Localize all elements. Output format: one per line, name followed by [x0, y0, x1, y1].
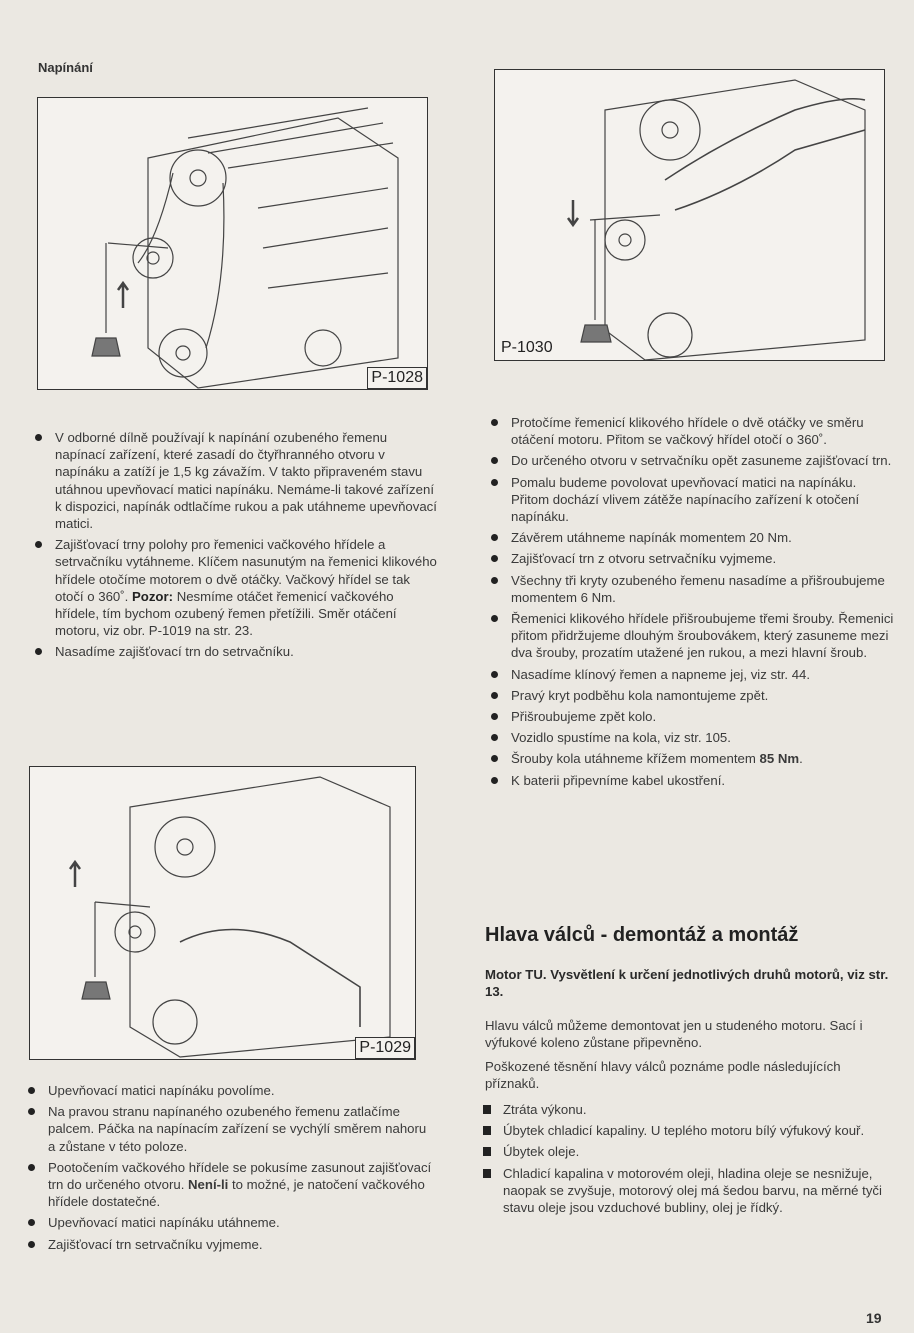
left-bottom-text	[26, 1082, 434, 1257]
list-item: Zajišťovací trn setrvačníku vyjmeme.	[26, 1236, 434, 1253]
section-title: Napínání	[38, 60, 93, 75]
right-text	[489, 414, 897, 793]
page-number: 19	[866, 1310, 882, 1326]
list-item: Šrouby kola utáhneme křížem momentem 85 Nm.	[489, 750, 897, 767]
list-item: Řemenici klikového hřídele přišroubujeme třemi šrouby. Řemenici přitom přidržujeme dlouhým šroubovákem, který zasuneme mezi dva šrouby, prozatím utažené jen rukou, a mezi hlavní šroub.	[489, 610, 897, 662]
list-item: Úbytek oleje.	[481, 1143, 893, 1160]
list-item: Do určeného otvoru v setrvačníku opět zasuneme zajišťovací trn.	[489, 452, 897, 469]
list-item: Na pravou stranu napínaného ozubeného řemenu zatlačíme palcem. Páčka na napínacím zařízení se vychýlí směrem nahoru a zůstane v této poloze.	[26, 1103, 434, 1155]
list-item: K baterii připevníme kabel ukostření.	[489, 772, 897, 789]
list-item: Všechny tři kryty ozubeného řemenu nasadíme a přišroubujeme momentem 6 Nm.	[489, 572, 897, 606]
figure-p1030	[494, 69, 885, 361]
figure-label-p1028: P-1028	[367, 367, 427, 389]
list-item: Ztráta výkonu.	[481, 1101, 893, 1118]
list-item: Úbytek chladicí kapaliny. U teplého motoru bílý výfukový kouř.	[481, 1122, 893, 1139]
list-item: Závěrem utáhneme napínák momentem 20 Nm.	[489, 529, 897, 546]
warning-label: Pozor:	[131, 588, 174, 604]
list-item: Pootočením vačkového hřídele se pokusíme zasunout zajišťovací trn do určeného otvoru. Není-li to možné, je natočení vačkového hřídele dostatečné.	[26, 1159, 434, 1211]
left-top-text	[33, 429, 441, 665]
list-item: Vozidlo spustíme na kola, viz str. 105.	[489, 729, 897, 746]
bold-phrase: Není-li	[188, 1177, 229, 1193]
page-heading: Hlava válců - demontáž a montáž	[485, 924, 799, 946]
list-item: Upevňovací matici napínáku povolíme.	[26, 1082, 434, 1099]
figure-label-p1029: P-1029	[355, 1037, 415, 1059]
subheading: Motor TU. Vysvětlení k určení jednotlivých druhů motorů, viz str. 13.	[485, 967, 889, 999]
figure-p1029	[29, 766, 416, 1060]
engine-illustration	[38, 98, 427, 389]
engine-thumb-illustration	[30, 767, 415, 1059]
list-item: Pomalu budeme povolovat upevňovací matici na napínáku. Přitom dochází vlivem zátěže napínacího zařízení k otočení napínáku.	[489, 474, 897, 526]
list-item: Chladicí kapalina v motorovém oleji, hladina oleje se nesnižuje, naopak se zvyšuje, motorový olej má šedou barvu, na měrné tyči stavu oleje jsou vzduchové bubliny, olej je řídký.	[481, 1165, 893, 1217]
list-item: Protočíme řemenicí klikového hřídele o dvě otáčky ve směru otáčení motoru. Přitom se vačkový hřídel otočí o 360˚.	[489, 414, 897, 448]
torque-value: 85 Nm	[759, 751, 800, 767]
list-item: Pravý kryt podběhu kola namontujeme zpět.	[489, 687, 897, 704]
list-item: Zajišťovací trny polohy pro řemenici vačkového hřídele a setrvačníku vytáhneme. Klíčem nasunutým na řemenici klikového hřídele otočíme motorem o dvě otáčky. Vačkový hřídel se tak otočí o 360˚. Pozor: Nesmíme otáčet řemenicí vačkového hřídele, tím bychom ozubený řemen přetížili. Směr otáčení motoru, viz obr. P-1019 na str. 23.	[33, 536, 441, 639]
list-item: Zajišťovací trn z otvoru setrvačníku vyjmeme.	[489, 550, 897, 567]
list-item: Přišroubujeme zpět kolo.	[489, 708, 897, 725]
paragraph-1: Hlavu válců můžeme demontovat jen u studeného motoru. Sací i výfukové koleno zůstane připevněno.	[485, 1018, 863, 1050]
paragraph-2: Poškozené těsnění hlavy válců poznáme podle následujících příznaků.	[485, 1059, 841, 1091]
list-item: Nasadíme zajišťovací trn do setrvačníku.	[33, 643, 441, 660]
list-item: V odborné dílně používají k napínání ozubeného řemenu napínací zařízení, které zasadí do čtyřhranného otvoru v napínáku a zatíží je 1,5 kg závažím. V takto připraveném stavu utáhnou upevňovací matici napínáku. Nemáme-li takové zařízení k dispozici, napínák odtlačíme rukou a pak utáhneme upevňovací matici.	[33, 429, 441, 532]
list-item: Upevňovací matici napínáku utáhneme.	[26, 1214, 434, 1231]
symptoms-list	[481, 1101, 893, 1220]
engine-hand-illustration	[495, 70, 884, 360]
list-item: Nasadíme klínový řemen a napneme jej, viz str. 44.	[489, 666, 897, 683]
figure-label-p1030: P-1030	[501, 339, 553, 356]
figure-p1028	[37, 97, 428, 390]
